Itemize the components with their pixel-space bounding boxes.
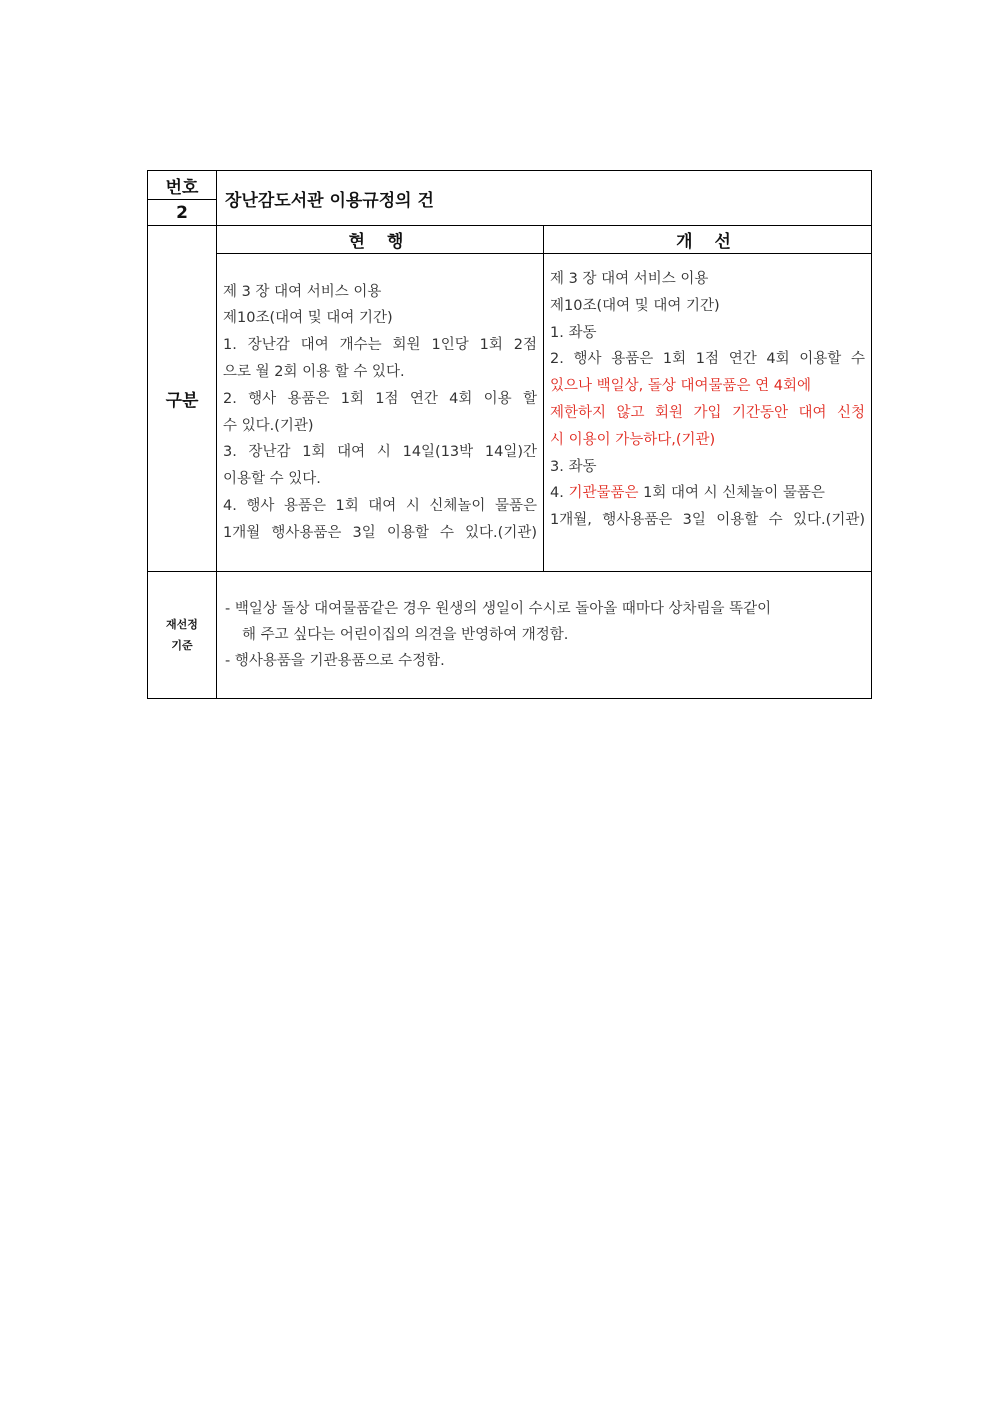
current-line: 1. 장난감 대여 개수는 회원 1인당 1회 2점 (223, 337, 537, 354)
improved-line (550, 480, 865, 507)
item-number: 4. (550, 485, 569, 502)
improved-line: 1. 좌동 (550, 324, 597, 341)
current-line: 제10조(대여 및 대여 기간) (223, 310, 393, 327)
regulation-document (147, 170, 871, 699)
criteria-label-line: 재선정 (166, 618, 198, 631)
current-heading: 현 행 (217, 226, 544, 254)
criteria-label-line: 기준 (171, 639, 193, 652)
criteria-note: - 행사용품을 기관용품으로 수정함. (225, 653, 445, 669)
current-line: 수 있다.(기관) (223, 417, 314, 434)
improved-line: 3. 좌동 (550, 458, 597, 475)
criteria-note-continued: 해 주고 싶다는 어린이집의 의견을 반영하여 개정함. (242, 627, 569, 643)
current-line: 으로 월 2회 이용 할 수 있다. (223, 363, 405, 380)
improved-line-highlight: 있으나 백일상, 돌상 대여물품은 연 4회에 (550, 378, 811, 395)
criteria-note: - 백일상 돌상 대여물품같은 경우 원생의 생일이 수시로 돌아올 때마다 상차림을 똑같이 (225, 601, 772, 617)
current-line: 3. 장난감 1회 대여 시 14일(13박 14일)간 (223, 444, 537, 461)
criteria-label (148, 572, 217, 699)
current-line: 4. 행사 용품은 1회 대여 시 신체놀이 물품은 (223, 497, 537, 514)
current-line: 이용할 수 있다. (223, 471, 321, 488)
current-line: 2. 행사 용품은 1회 1점 연간 4회 이용 할 (223, 390, 537, 407)
number-label: 번호 (148, 171, 217, 200)
improved-line: 2. 행사 용품은 1회 1점 연간 4회 이용할 수 (550, 351, 865, 368)
improved-regulation (544, 254, 872, 572)
improved-line: 제10조(대여 및 대여 기간) (550, 297, 720, 314)
section-label: 구분 (148, 226, 217, 572)
highlight-text: 기관물품은 (568, 485, 639, 502)
document-title: 장난감도서관 이용규정의 건 (217, 171, 872, 226)
criteria-notes (217, 572, 872, 699)
current-line: 제 3 장 대여 서비스 이용 (223, 283, 382, 300)
regulation-table (147, 170, 872, 699)
improved-line-highlight: 제한하지 않고 회원 가입 기간동안 대여 신청 (550, 404, 865, 421)
number-value: 2 (148, 200, 217, 226)
item-rest: 1회 대여 시 신체놀이 물품은 (638, 485, 825, 502)
current-regulation (217, 254, 544, 572)
improved-line-highlight: 시 이용이 가능하다,(기관) (550, 431, 716, 448)
improved-line: 제 3 장 대여 서비스 이용 (550, 271, 709, 287)
improved-heading: 개 선 (544, 226, 872, 254)
current-line: 1개월 행사용품은 3일 이용할 수 있다.(기관) (223, 524, 537, 541)
improved-line: 1개월, 행사용품은 3일 이용할 수 있다.(기관) (550, 512, 865, 529)
